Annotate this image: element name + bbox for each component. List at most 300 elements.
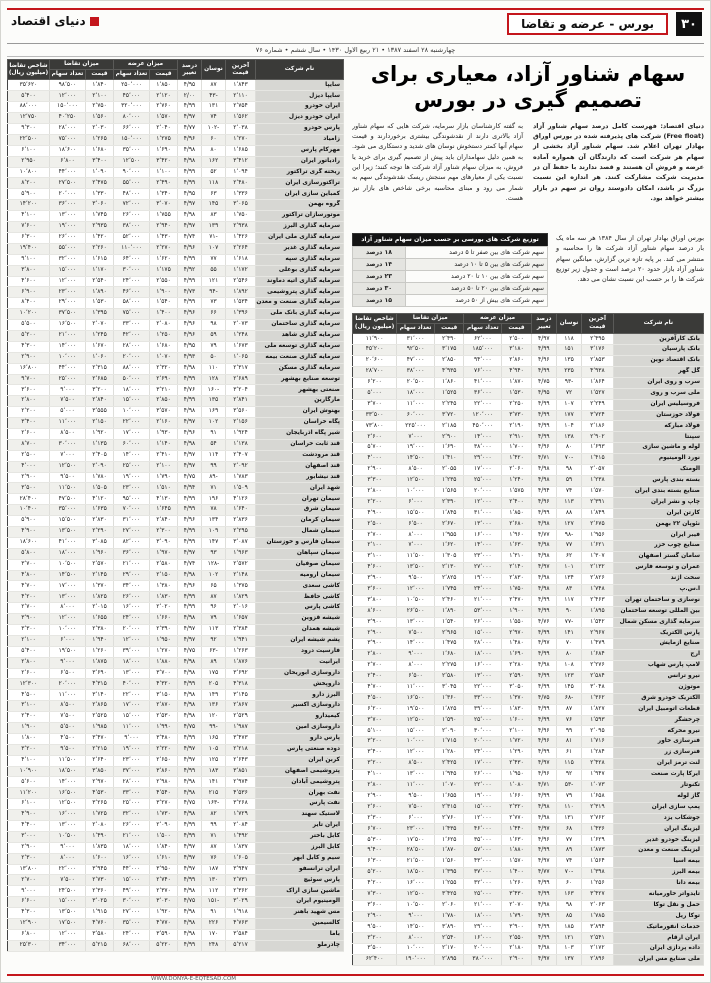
value-cell: ۴/۹۹ bbox=[531, 791, 556, 802]
value-cell: ۱٬۳۶۰ bbox=[435, 693, 464, 704]
company-name-cell: پارس خودرو bbox=[256, 124, 344, 135]
company-name-cell: آ.س.پ bbox=[613, 584, 703, 595]
company-name-cell: توکا ریل bbox=[613, 911, 703, 922]
value-cell: ۴/۹۹ bbox=[531, 911, 556, 922]
value-cell: ۱۳٬۰۰۰ bbox=[464, 671, 502, 682]
value-cell: ۲٬۶۴۳ bbox=[226, 755, 256, 766]
stock-row bbox=[353, 573, 704, 584]
value-cell: ۴/۹۷ bbox=[178, 744, 202, 755]
value-cell: ۱٬۵۴۲ bbox=[582, 617, 614, 628]
stock-row bbox=[353, 846, 704, 857]
value-cell: ۴/۹۸ bbox=[178, 363, 202, 374]
value-cell: ۸٬۵۰۰ bbox=[49, 701, 85, 712]
value-cell: ۲٬۴۷۵ bbox=[85, 178, 113, 189]
value-cell: ۱۲٬۰۰۰ bbox=[49, 91, 85, 102]
value-cell: ۹۹ bbox=[202, 821, 226, 832]
stock-row bbox=[7, 526, 343, 537]
value-cell: ۴/۹۸ bbox=[531, 519, 556, 530]
value-cell: ۲۵٬۳۰۰ bbox=[7, 940, 49, 951]
value-cell: ۴/۹۷ bbox=[178, 864, 202, 875]
stock-row bbox=[7, 80, 343, 91]
stock-row bbox=[7, 276, 343, 287]
stock-row bbox=[7, 287, 343, 298]
stock-row bbox=[7, 810, 343, 821]
company-name-cell: سرمایه گذاری مسکن شمال bbox=[613, 617, 703, 628]
value-cell: ۱۱۰ bbox=[202, 363, 226, 374]
value-cell: ۶۶ bbox=[202, 309, 226, 320]
value-cell: ۴۰٬۰۰۰ bbox=[113, 679, 149, 690]
value-cell: ۱۱۰٬۰۰۰ bbox=[113, 243, 149, 254]
value-cell: ۱۲۱ bbox=[556, 933, 581, 944]
value-cell: ۴٬۱۲۶ bbox=[226, 494, 256, 505]
value-cell: ۲٬۴۱۰ bbox=[150, 450, 178, 461]
value-cell: ۲٬۶۵۰ bbox=[150, 755, 178, 766]
company-name-cell: بین المللی توسعه ساختمان bbox=[613, 606, 703, 617]
stock-row bbox=[353, 704, 704, 715]
stock-row bbox=[7, 701, 343, 712]
value-cell: ۲۸٬۰۰۰ bbox=[464, 639, 502, 650]
company-name-cell: پارس دارو bbox=[256, 733, 344, 744]
value-cell: ۱٬۸۷۰ bbox=[502, 377, 531, 388]
value-cell: ۴/۹۹ bbox=[178, 821, 202, 832]
company-name-cell: باما bbox=[256, 929, 344, 940]
value-cell: ۵۷٬۰۰۰ bbox=[464, 846, 502, 857]
value-cell: ۲٬۴۶۳ bbox=[582, 595, 614, 606]
stock-row bbox=[7, 222, 343, 233]
float-share-cell: ۱۴ درصد bbox=[353, 258, 406, 270]
value-cell: ۴/۹۸ bbox=[178, 777, 202, 788]
company-name-cell: نئوپان ۲۲ بهمن bbox=[613, 519, 703, 530]
value-cell: ۴/۷۳ bbox=[178, 287, 202, 298]
value-cell: ۳٬۰۹۰ bbox=[150, 537, 178, 548]
stock-row bbox=[7, 679, 343, 690]
company-name-cell: بیمه آسیا bbox=[613, 857, 703, 868]
value-cell: ۱٬۷۰۰ bbox=[502, 443, 531, 454]
value-cell: ۲۴٬۰۰۰ bbox=[113, 929, 149, 940]
value-cell: ۱۹٬۵۰۰ bbox=[49, 646, 85, 657]
value-cell: ۳٬۰۴۵ bbox=[435, 682, 464, 693]
page-number: ۳۰ bbox=[681, 16, 697, 32]
value-cell: ۴/۹۹ bbox=[531, 650, 556, 661]
value-cell: ۲٬۹۵۰ bbox=[7, 156, 49, 167]
value-cell: ۲۳٬۰۰۰ bbox=[49, 287, 85, 298]
value-cell: ۴/۹۴ bbox=[531, 486, 556, 497]
value-cell: ۹۹ bbox=[556, 726, 581, 737]
company-name-cell: کابل البرز bbox=[256, 842, 344, 853]
company-name-cell: حمل و نقل توکا bbox=[613, 900, 703, 911]
company-name-cell: شیشه همدان bbox=[256, 625, 344, 636]
value-cell: ۳٬۹۰۰ bbox=[353, 639, 397, 650]
value-cell: ۱٬۲۵۵ bbox=[435, 878, 464, 889]
value-cell: ۴/۹۸ bbox=[178, 211, 202, 222]
value-cell: ۶٬۵۰۰ bbox=[397, 519, 435, 530]
value-cell: ۲٬۸۴۰ bbox=[150, 516, 178, 527]
value-cell: ۴/۹۹ bbox=[531, 421, 556, 432]
value-cell: ۲٬۰۸۰ bbox=[85, 821, 113, 832]
value-cell: ۲۱۵ bbox=[202, 788, 226, 799]
value-cell: ۱٬۹۱۵ bbox=[85, 908, 113, 919]
value-cell: ۲٬۴۲۸ bbox=[582, 759, 614, 770]
value-cell: ۱۸٬۰۰۰ bbox=[113, 657, 149, 668]
stock-row bbox=[7, 744, 343, 755]
value-cell: ۳٬۱۷۵ bbox=[435, 345, 464, 356]
value-cell: ۱٬۳۹۵ bbox=[435, 867, 464, 878]
company-name-cell: لاستیک سهند bbox=[256, 810, 344, 821]
value-cell: ۳۳٬۵۰۰ bbox=[353, 410, 397, 421]
value-cell: ۲٬۱۶۰ bbox=[150, 418, 178, 429]
value-cell: ۳٬۵۰۰ bbox=[353, 944, 397, 955]
value-cell: ۴/۹۸ bbox=[531, 552, 556, 563]
stock-row bbox=[7, 625, 343, 636]
value-cell: ۲٬۵۴۱ bbox=[582, 933, 614, 944]
value-cell: ۲٬۳۷۰ bbox=[150, 886, 178, 897]
value-cell: ۱۶٬۰۰۰ bbox=[397, 878, 435, 889]
company-name-cell: داروسازی اکسیر bbox=[256, 701, 344, 712]
value-cell: ۲٬۵۵۰ bbox=[502, 933, 531, 944]
value-cell: ۲٬۴۹۵ bbox=[582, 334, 614, 345]
value-cell: ۴٬۳۰۰ bbox=[7, 908, 49, 919]
headline-line2: تصمیم گیری در بورس bbox=[414, 88, 642, 113]
value-cell: ۳۰٬۰۰۰ bbox=[49, 439, 85, 450]
value-cell: ۱٬۲۵۶ bbox=[582, 878, 614, 889]
stock-row bbox=[353, 878, 704, 889]
stock-row bbox=[353, 922, 704, 933]
value-cell: ۱۸٬۶۰۰ bbox=[49, 145, 85, 156]
value-cell: ۲٬۹۷۰ bbox=[502, 628, 531, 639]
free-float-title-row bbox=[353, 233, 548, 246]
value-cell: ۲٬۰۹۰ bbox=[150, 821, 178, 832]
col-percent: درصد تغییر bbox=[531, 313, 556, 333]
value-cell: ۲٬۳۲۰ bbox=[150, 363, 178, 374]
value-cell: ۲٬۵۷۲ bbox=[226, 559, 256, 570]
value-cell: ۱۲٬۵۰۰ bbox=[397, 475, 435, 486]
article-paragraph-1: دنیای اقتصاد: فهرست کامل درصد سهام شناور آزاد (Free float) شرکت های پذیرفته شده در بورس اوراق بهادار تهران اعلام شد. سهام شناور آزاد بخشی از سهام هر شرکت است که دارندگان آن همواره آماده عرضه و فروش آن هستند و قصد ندارند با حفظ آن در مدیریت شرکت مشارکت کنند. هر اندازه این نسبت بزرگ تر باشد، امکان دادوستد روان تر سهم در بازار بیشتر خواهد بود. bbox=[533, 121, 704, 203]
value-cell: ۱٬۶۳۰ bbox=[502, 835, 531, 846]
company-name-cell: بیمه دانا bbox=[613, 878, 703, 889]
value-cell: ۲٬۲۹۰ bbox=[85, 526, 113, 537]
value-cell: ۴/۹۹ bbox=[531, 432, 556, 443]
value-cell: ۱٬۹۰۰ bbox=[502, 606, 531, 617]
stock-row bbox=[7, 124, 343, 135]
value-cell: ۱٬۶۱۸ bbox=[226, 254, 256, 265]
value-cell: ۴/۹۷ bbox=[178, 755, 202, 766]
value-cell: ۱۴٬۰۰۰ bbox=[397, 639, 435, 650]
value-cell: ۱۵۱ bbox=[556, 345, 581, 356]
value-cell: ۸٬۴۰۰ bbox=[7, 298, 49, 309]
logo-text: دنیای اقتصاد bbox=[11, 14, 86, 28]
value-cell: ۷۵٬۰۰۰ bbox=[49, 134, 85, 145]
value-cell: ۶٬۱۰۰ bbox=[7, 145, 49, 156]
value-cell: ۱٬۸۳۰ bbox=[502, 704, 531, 715]
value-cell: ۳٬۰۷۰ bbox=[150, 200, 178, 211]
value-cell: ۱۹٬۰۰۰ bbox=[113, 744, 149, 755]
value-cell: ۱٬۸۶۰ bbox=[435, 377, 464, 388]
value-cell: ۸٬۷۰۰ bbox=[7, 439, 49, 450]
value-cell: ۱۵٬۰۰۰ bbox=[464, 628, 502, 639]
value-cell: ۱٬۶۸۵ bbox=[226, 145, 256, 156]
value-cell: ۳۵٬۰۰۰ bbox=[49, 505, 85, 516]
value-cell: ۷۱ bbox=[202, 831, 226, 842]
value-cell: ۱۰۸ bbox=[556, 661, 581, 672]
company-name-cell: لیزینگ ایران bbox=[613, 824, 703, 835]
value-cell: ۳٬۱۰۰ bbox=[7, 701, 49, 712]
value-cell: ۴/۹۶ bbox=[178, 428, 202, 439]
value-cell: ۱٬۶۹۳ bbox=[582, 443, 614, 454]
col-demand-index: شاخص تقاضا (میلیون ریال) bbox=[353, 313, 397, 333]
value-cell: ۱۵٬۵۰۰ bbox=[397, 508, 435, 519]
value-cell: ۳٬۵۸۴ bbox=[226, 929, 256, 940]
value-cell: ۷٬۵۰۰ bbox=[397, 802, 435, 813]
value-cell: ۱۳٬۸۰۰ bbox=[7, 864, 49, 875]
value-cell: ۲۸٬۷۰۰ bbox=[353, 367, 397, 378]
stock-row bbox=[353, 388, 704, 399]
value-cell: ۴٬۳۲۰ bbox=[150, 679, 178, 690]
value-cell: ۱۶۵ bbox=[202, 733, 226, 744]
value-cell: ۲۶٬۰۰۰ bbox=[113, 211, 149, 222]
stock-row bbox=[7, 668, 343, 679]
value-cell: ۵٬۲۱۵ bbox=[85, 940, 113, 951]
value-cell: ۴/۹۸ bbox=[178, 701, 202, 712]
value-cell: ۱۷٬۵۰۰ bbox=[397, 835, 435, 846]
value-cell: ۱۶٬۵۰۰ bbox=[49, 320, 85, 331]
value-cell: ۵٬۶۰۰ bbox=[7, 777, 49, 788]
value-cell: ۸۸٬۰۰۰ bbox=[7, 102, 49, 113]
stock-row bbox=[353, 552, 704, 563]
company-name-cell: جوشکاب یزد bbox=[613, 813, 703, 824]
stock-row bbox=[353, 857, 704, 868]
value-cell: ۴/۹۹ bbox=[531, 410, 556, 421]
value-cell: ۴٬۸۰۰ bbox=[7, 570, 49, 581]
value-cell: ۱٬۹۵۰ bbox=[502, 769, 531, 780]
stock-row bbox=[353, 563, 704, 574]
value-cell: ۲٬۷۳۱ bbox=[226, 875, 256, 886]
company-name-cell: گروه بهمن bbox=[256, 200, 344, 211]
value-cell: ۱۹٬۰۰۰ bbox=[464, 573, 502, 584]
value-cell: ۲٬۹۰۰ bbox=[353, 465, 397, 476]
value-cell: ۲٬۳۱۹ bbox=[582, 802, 614, 813]
value-cell: ۲۰۵ bbox=[202, 679, 226, 690]
value-cell: ۲۵٬۰۰۰ bbox=[464, 475, 502, 486]
value-cell: ۶۰ bbox=[202, 134, 226, 145]
value-cell: ۳٬۸۰۰ bbox=[7, 265, 49, 276]
value-cell: -۶۳ bbox=[202, 646, 226, 657]
value-cell: ۵۹ bbox=[556, 475, 581, 486]
value-cell: ۱٬۸۹۰ bbox=[435, 606, 464, 617]
value-cell: ۲٬۱۳۰ bbox=[435, 563, 464, 574]
value-cell: -۱۲۸ bbox=[202, 559, 226, 570]
value-cell: ۲٬۴۹۰ bbox=[150, 178, 178, 189]
company-name-cell: داده پردازی ایران bbox=[613, 944, 703, 955]
value-cell: ۱٬۵۷۰ bbox=[502, 857, 531, 868]
value-cell: ۴/۹۶ bbox=[178, 243, 202, 254]
value-cell: ۲٬۱۰۰ bbox=[150, 461, 178, 472]
value-cell: ۴/۹۶ bbox=[178, 330, 202, 341]
value-cell: ۴/۹۶ bbox=[531, 769, 556, 780]
value-cell: ۲٬۸۴۰ bbox=[85, 396, 113, 407]
value-cell: ۱٬۶۳۵ bbox=[85, 505, 113, 516]
value-cell: ۵۲٬۰۰۰ bbox=[113, 232, 149, 243]
value-cell: ۱۱۳ bbox=[556, 497, 581, 508]
value-cell: ۷۴ bbox=[556, 486, 581, 497]
value-cell: ۹۸٬۵۰۰ bbox=[49, 80, 85, 91]
value-cell: ۱٬۵۴۰ bbox=[435, 617, 464, 628]
value-cell: ۳٬۴۸۰ bbox=[150, 733, 178, 744]
value-cell: ۳٬۲۱۰ bbox=[150, 385, 178, 396]
value-cell: ۱۶٬۰۰۰ bbox=[464, 661, 502, 672]
company-name-cell: لیزینگ خودرو غدیر bbox=[613, 835, 703, 846]
stock-row bbox=[353, 769, 704, 780]
stock-row bbox=[7, 494, 343, 505]
value-cell: ۱٬۷۹۰ bbox=[150, 472, 178, 483]
value-cell: ۲٬۹۰۰ bbox=[353, 911, 397, 922]
company-name-cell: فولاد مبارکه bbox=[613, 421, 703, 432]
value-cell: ۶۲٬۰۰۰ bbox=[464, 334, 502, 345]
value-cell: ۳٬۹۴۷ bbox=[226, 864, 256, 875]
company-name-cell: کاشی سعدی bbox=[256, 581, 344, 592]
value-cell: ۶٬۳۰۰ bbox=[7, 232, 49, 243]
value-cell: ۴۳٬۰۰۰ bbox=[464, 857, 502, 868]
value-cell: ۳۱٬۰۰۰ bbox=[397, 334, 435, 345]
value-cell: ۱۶۲ bbox=[202, 156, 226, 167]
value-cell: ۳٬۰۰۰ bbox=[7, 831, 49, 842]
value-cell: ۴٬۲۰۰ bbox=[353, 878, 397, 889]
value-cell: ۴/۹۶ bbox=[531, 356, 556, 367]
value-cell: ۱٬۴۷۵ bbox=[435, 639, 464, 650]
value-cell: ۳٬۱۰۰ bbox=[353, 552, 397, 563]
value-cell: ۱٬۸۷۰ bbox=[435, 846, 464, 857]
stock-row bbox=[353, 802, 704, 813]
value-cell: ۱٬۸۰۰ bbox=[7, 733, 49, 744]
company-name-cell: سرمایه گذاری بانک ملی bbox=[256, 309, 344, 320]
company-name-cell: مهرکام پارس bbox=[256, 145, 344, 156]
stock-row bbox=[353, 748, 704, 759]
value-cell: ۱٬۶۲۰ bbox=[150, 254, 178, 265]
value-cell: ۱۱٬۵۰۰ bbox=[49, 483, 85, 494]
value-cell: ۵٬۰۰۰ bbox=[353, 388, 397, 399]
value-cell: ۴/۷۵ bbox=[178, 723, 202, 734]
company-name-cell: ایران تایر bbox=[256, 821, 344, 832]
value-cell: ۲٬۵۹۰ bbox=[502, 671, 531, 682]
stock-row bbox=[7, 766, 343, 777]
col-name: نام شرکت bbox=[613, 313, 703, 333]
value-cell: ۲۱٬۰۰۰ bbox=[113, 831, 149, 842]
value-cell: ۱٬۶۱۰ bbox=[150, 853, 178, 864]
company-name-cell: پتروشیمی آبادان bbox=[256, 777, 344, 788]
value-cell: ۲٬۷۵۴ bbox=[226, 102, 256, 113]
value-cell: ۴/۷۷ bbox=[531, 530, 556, 541]
value-cell: ۳۸٬۰۰۰ bbox=[464, 443, 502, 454]
value-cell: ۲٬۱۴۸ bbox=[226, 570, 256, 581]
value-cell: ۱٬۳۰۵ bbox=[435, 552, 464, 563]
value-cell: ۱۰۲ bbox=[202, 418, 226, 429]
value-cell: ۶٬۵۰۰ bbox=[397, 671, 435, 682]
value-cell: ۲٬۱۴۵ bbox=[85, 570, 113, 581]
value-cell: ۲٬۵۷۰ bbox=[85, 559, 113, 570]
value-cell: ۳٬۱۴۵ bbox=[226, 690, 256, 701]
company-name-cell: ایران خودرو bbox=[256, 102, 344, 113]
value-cell: ۴/۹۹ bbox=[178, 298, 202, 309]
value-cell: ۱٬۲۶۰ bbox=[85, 646, 113, 657]
value-cell: ۱۹٬۰۰۰ bbox=[113, 472, 149, 483]
stock-row bbox=[353, 432, 704, 443]
value-cell: ۷٬۵۰۰ bbox=[397, 628, 435, 639]
company-name-cell: سرمایه گذاری بوعلی bbox=[256, 265, 344, 276]
value-cell: ۸٬۰۰۰ bbox=[49, 853, 85, 864]
value-cell: ۳۸٬۰۰۰ bbox=[397, 367, 435, 378]
value-cell: ۱٬۱۷۵ bbox=[150, 265, 178, 276]
stock-row bbox=[7, 603, 343, 614]
value-cell: ۱٬۳۷۵ bbox=[226, 581, 256, 592]
value-cell: ۲٬۶۰۰ bbox=[7, 668, 49, 679]
value-cell: ۱٬۵۶۰ bbox=[435, 857, 464, 868]
value-cell: ۱۳۶ bbox=[202, 701, 226, 712]
stock-row bbox=[353, 813, 704, 824]
value-cell: ۷۴ bbox=[202, 113, 226, 124]
company-name-cell: گل گهر bbox=[613, 367, 703, 378]
value-cell: ۴/۹۸ bbox=[531, 813, 556, 824]
value-cell: ۵٬۴۰۰ bbox=[7, 91, 49, 102]
value-cell: ۳٬۸۰۰ bbox=[353, 595, 397, 606]
value-cell: ۴۵٬۲۰۰ bbox=[353, 345, 397, 356]
value-cell: ۲۶٬۵۰۰ bbox=[397, 606, 435, 617]
value-cell: ۸۳ bbox=[202, 211, 226, 222]
value-cell: ۲٬۷۰۰ bbox=[353, 661, 397, 672]
value-cell: ۴/۹۹ bbox=[531, 606, 556, 617]
company-name-cell: تایدواتر خاورمیانه bbox=[613, 889, 703, 900]
value-cell: ۱۲٬۰۰۰ bbox=[397, 584, 435, 595]
company-name-cell: چاپ و نشر ایران bbox=[613, 497, 703, 508]
value-cell: ۱٬۱۰۰ bbox=[150, 167, 178, 178]
stock-row bbox=[353, 465, 704, 476]
value-cell: ۴٬۹۰۰ bbox=[7, 810, 49, 821]
value-cell: ۱٬۸۳۰ bbox=[150, 592, 178, 603]
value-cell: ۲۱٬۰۰۰ bbox=[464, 900, 502, 911]
value-cell: ۳٬۶۰۰ bbox=[353, 900, 397, 911]
value-cell: ۳٬۶۹۲ bbox=[226, 668, 256, 679]
value-cell: ۳۶٬۰۰۰ bbox=[49, 200, 85, 211]
value-cell: ۲۴٬۵۰۰ bbox=[49, 886, 85, 897]
value-cell: ۲۴٬۰۰۰ bbox=[464, 584, 502, 595]
value-cell: ۴/۷۴ bbox=[178, 232, 202, 243]
value-cell: ۱۰٬۰۰۰ bbox=[113, 407, 149, 418]
value-cell: ۱۶٬۰۰۰ bbox=[49, 810, 85, 821]
page-number-box bbox=[676, 12, 702, 36]
value-cell: ۹٬۵۰۰ bbox=[353, 922, 397, 933]
value-cell: ۱۰٬۵۰۰ bbox=[397, 595, 435, 606]
stock-row bbox=[353, 650, 704, 661]
value-cell: -۷۷ bbox=[556, 617, 581, 628]
stock-row bbox=[353, 334, 704, 345]
value-cell: ۴۱٬۰۰۰ bbox=[464, 377, 502, 388]
stock-row bbox=[353, 454, 704, 465]
company-name-cell: شیشه قزوین bbox=[256, 614, 344, 625]
stock-row bbox=[353, 944, 704, 955]
value-cell: ۴٬۱۲۰ bbox=[85, 494, 113, 505]
value-cell: ۲٬۸۵۳ bbox=[582, 356, 614, 367]
article-paragraph-2: به گفته کارشناسان بازار سرمایه، شرکت هایی که سهام شناور آزاد بالاتری دارند از نقدشوندگی بیشتری برخوردارند و قیمت سهام آنها کمتر دستخوش نوسان های شدید و دستکاری می شود. به همین دلیل سهامداران باید پیش از تصمیم گیری برای خرید یا فروش، به میزان سهام شناور آزاد شرکت ها توجه کنند؛ زیرا این نسبت یکی از معیارهای مهم سنجش ریسک نقدشوندگی سهم به شمار می رود و مبنای محاسبه برخی شاخص های بازار نیز هست. bbox=[352, 121, 523, 203]
value-cell: ۱۱۲ bbox=[202, 886, 226, 897]
value-cell: ۵٬۵۰۰ bbox=[7, 320, 49, 331]
value-cell: ۵۲ bbox=[202, 167, 226, 178]
value-cell: ۱٬۵۲۷ bbox=[582, 388, 614, 399]
float-share-cell: ۱۵ درصد bbox=[353, 294, 406, 306]
value-cell: ۱٬۶۹۰ bbox=[435, 443, 464, 454]
value-cell: ۴/۹۶ bbox=[531, 835, 556, 846]
value-cell: ۴٬۱۰۰ bbox=[353, 769, 397, 780]
value-cell: ۱٬۷۸۰ bbox=[435, 911, 464, 922]
value-cell: ۲٬۰۴۰ bbox=[150, 124, 178, 135]
value-cell: ۲/۰۰ bbox=[178, 91, 202, 102]
